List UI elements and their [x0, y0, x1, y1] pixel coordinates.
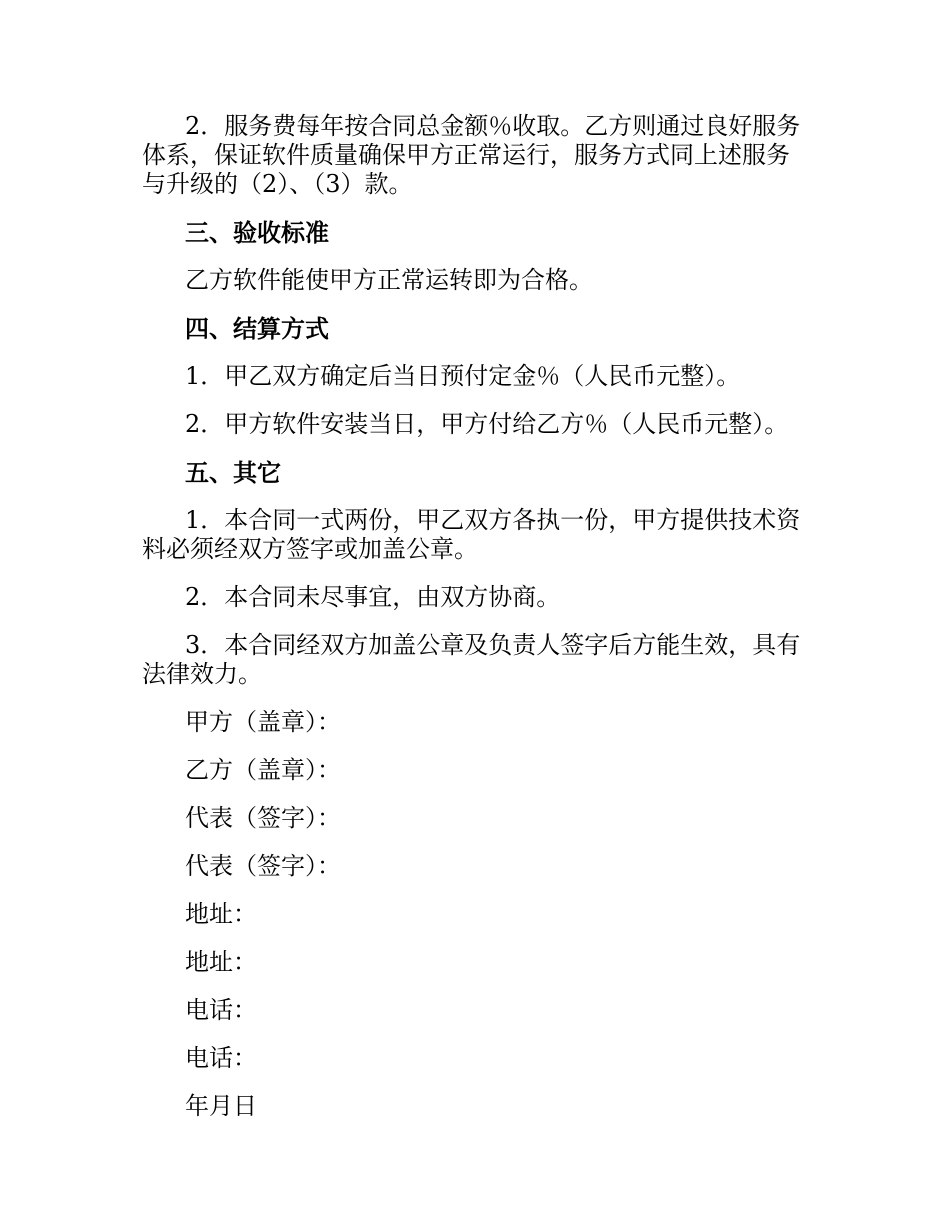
clause-installation-payment: 2．甲方软件安装当日，甲方付给乙方％（人民币元整）。 — [185, 410, 789, 438]
clause-effectiveness: 3．本合同经双方加盖公章及负责人签字后方能生效，具有法律效力。 — [142, 631, 801, 688]
phone-b: 电话： — [185, 1044, 257, 1072]
clause-acceptance: 乙方软件能使甲方正常运转即为合格。 — [185, 266, 593, 294]
date-line: 年月日 — [185, 1092, 257, 1120]
heading-acceptance-standard: 三、验收标准 — [185, 218, 329, 247]
heading-settlement-method: 四、结算方式 — [185, 314, 329, 343]
clause-unresolved-matters: 2．本合同未尽事宜，由双方协商。 — [185, 583, 561, 611]
signature-party-b-seal: 乙方（盖章）： — [185, 756, 341, 784]
signature-party-a-seal: 甲方（盖章）： — [185, 708, 341, 736]
clause-service-fee: 2．服务费每年按合同总金额％收取。乙方则通过良好服务体系，保证软件质量确保甲方正常运行，服务方式同上述服务与升级的（2）、（3）款。 — [142, 112, 801, 198]
heading-other: 五、其它 — [185, 458, 281, 487]
signature-representative-a: 代表（签字）： — [185, 804, 341, 832]
signature-representative-b: 代表（签字）： — [185, 852, 341, 880]
clause-deposit: 1．甲乙双方确定后当日预付定金％（人民币元整）。 — [185, 362, 741, 390]
phone-a: 电话： — [185, 996, 257, 1024]
clause-copies: 1．本合同一式两份，甲乙双方各执一份，甲方提供技术资料必须经双方签字或加盖公章。 — [142, 506, 801, 563]
address-a: 地址： — [185, 900, 257, 928]
address-b: 地址： — [185, 948, 257, 976]
contract-page — [142, 112, 810, 1140]
